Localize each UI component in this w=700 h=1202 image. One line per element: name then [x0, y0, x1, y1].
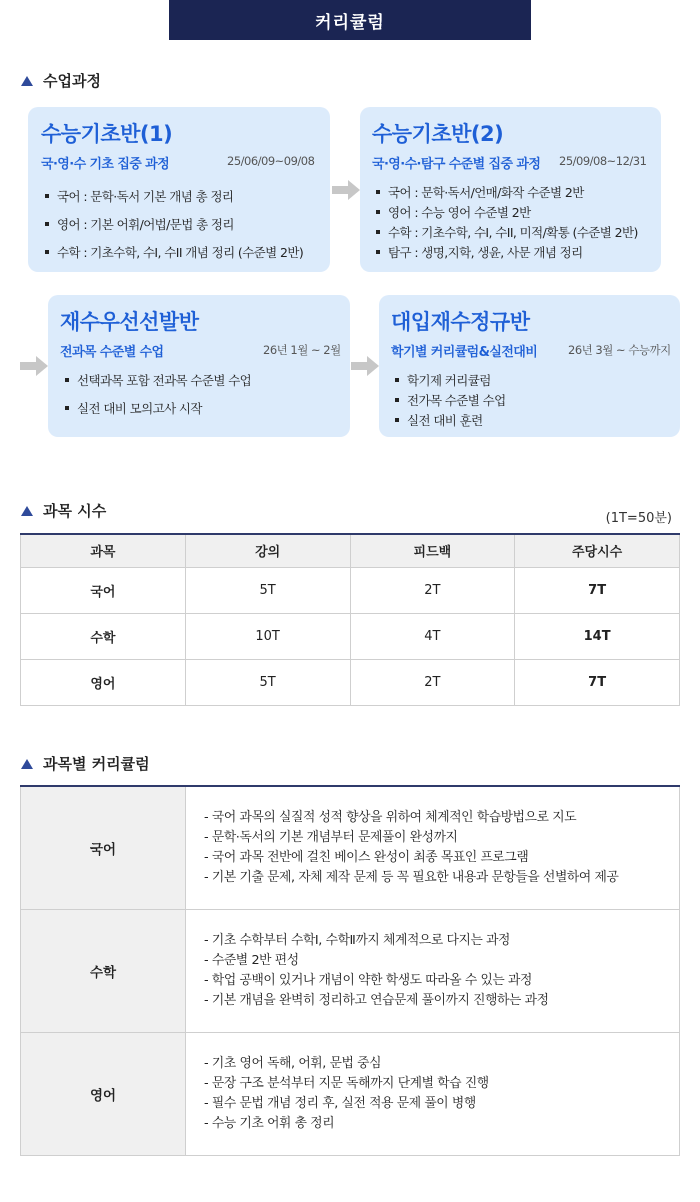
unit-note: (1T=50분) — [605, 511, 672, 526]
description-line: - 학업 공백이 있거나 개념이 약한 학생도 따라올 수 있는 과정 — [204, 972, 532, 988]
list-item: 선택과목 포함 전과목 수준별 수업 — [65, 366, 251, 394]
description-line: - 국어 과목 전반에 걸친 베이스 완성이 최종 목표인 프로그램 — [204, 849, 529, 865]
triangle-up-icon — [21, 759, 33, 769]
description-line: - 문학·독서의 기본 개념부터 문제풀이 완성까지 — [204, 829, 458, 845]
table-row — [21, 613, 680, 659]
section-curriculum-title: 과목별 커리큘럼 — [21, 753, 150, 774]
triangle-up-icon — [21, 76, 33, 86]
cell-subject: 국어 — [21, 567, 186, 613]
table-row — [21, 909, 680, 1032]
table-header-row — [21, 534, 680, 567]
course-card-priority — [48, 295, 350, 437]
cell-lecture: 5T — [185, 659, 350, 705]
card-title: 수능기초반(1) — [41, 122, 173, 146]
cell-weekly: 7T — [515, 567, 680, 613]
card-item-list — [376, 182, 638, 262]
cell-weekly: 14T — [515, 613, 680, 659]
cell-subject: 수학 — [21, 909, 186, 1032]
cell-feedback: 2T — [350, 659, 515, 705]
course-card-basic-2 — [360, 107, 661, 272]
section-hours-title: 과목 시수 — [21, 500, 106, 521]
cell-description — [186, 909, 680, 1032]
card-subtitle: 학기별 커리큘럼&실전대비 — [391, 345, 538, 360]
card-date: 26년 1월 ~ 2월 — [263, 343, 341, 357]
arrow-right-icon — [351, 356, 379, 376]
card-title: 대입재수정규반 — [391, 310, 530, 334]
cell-weekly: 7T — [515, 659, 680, 705]
list-item: 국어 : 문학·독서 기본 개념 총 정리 — [45, 182, 303, 210]
cell-subject: 영어 — [21, 1032, 186, 1155]
list-item: 탐구 : 생명,지학, 생윤, 사문 개념 정리 — [376, 242, 638, 262]
card-title: 재수우선선발반 — [60, 310, 199, 334]
description-line: - 수능 기초 어휘 총 정리 — [204, 1115, 335, 1131]
list-item: 국어 : 문학·독서/언매/화작 수준별 2반 — [376, 182, 638, 202]
arrow-right-icon — [332, 180, 360, 200]
cell-description — [186, 786, 680, 909]
course-card-basic-1 — [28, 107, 330, 272]
card-subtitle: 국·영·수 기초 집중 과정 — [41, 157, 170, 172]
cell-description — [186, 1032, 680, 1155]
cell-lecture: 5T — [185, 567, 350, 613]
description-line: - 기본 개념을 완벽히 정리하고 연습문제 풀이까지 진행하는 과정 — [204, 992, 549, 1008]
card-item-list — [45, 182, 303, 266]
cell-feedback: 2T — [350, 567, 515, 613]
section-courses-title: 수업과정 — [21, 70, 101, 91]
description-line: - 기본 기출 문제, 자체 제작 문제 등 꼭 필요한 내용과 문항들을 선별하여 제공 — [204, 869, 619, 885]
cell-subject: 수학 — [21, 613, 186, 659]
course-card-regular — [379, 295, 680, 437]
table-row — [21, 786, 680, 909]
page-header — [169, 0, 531, 40]
header-feedback: 피드백 — [350, 534, 515, 567]
card-date: 25/06/09~09/08 — [227, 154, 315, 168]
table-row — [21, 567, 680, 613]
card-item-list — [395, 370, 506, 430]
card-title: 수능기초반(2) — [372, 122, 504, 146]
description-line: - 기초 수학부터 수학Ⅰ, 수학Ⅱ까지 체계적으로 다지는 과정 — [204, 932, 510, 948]
list-item: 실전 대비 모의고사 시작 — [65, 394, 251, 422]
arrow-right-icon — [20, 356, 48, 376]
header-lecture: 강의 — [185, 534, 350, 567]
header-weekly: 주당시수 — [515, 534, 680, 567]
table-row — [21, 659, 680, 705]
triangle-up-icon — [21, 506, 33, 516]
description-line: - 필수 문법 개념 정리 후, 실전 적용 문제 풀이 병행 — [204, 1095, 476, 1111]
card-date: 25/09/08~12/31 — [559, 154, 647, 168]
header-subject: 과목 — [21, 534, 186, 567]
list-item: 영어 : 수능 영어 수준별 2반 — [376, 202, 638, 222]
card-date: 26년 3월 ~ 수능까지 — [568, 343, 671, 357]
cell-subject: 영어 — [21, 659, 186, 705]
card-subtitle: 국·영·수·탐구 수준별 집중 과정 — [372, 157, 541, 172]
list-item: 전가목 수준별 수업 — [395, 390, 506, 410]
description-line: - 문장 구조 분석부터 지문 독해까지 단계별 학습 진행 — [204, 1075, 489, 1091]
page-title: 커리큘럼 — [315, 12, 385, 33]
card-item-list — [65, 366, 251, 422]
list-item: 실전 대비 훈련 — [395, 410, 506, 430]
hours-table — [20, 533, 680, 706]
cell-lecture: 10T — [185, 613, 350, 659]
list-item: 영어 : 기본 어휘/어법/문법 총 정리 — [45, 210, 303, 238]
curriculum-table — [20, 785, 680, 1156]
description-line: - 수준별 2반 편성 — [204, 952, 299, 968]
cell-subject: 국어 — [21, 786, 186, 909]
list-item: 학기제 커리큘럼 — [395, 370, 506, 390]
list-item: 수학 : 기초수학, 수I, 수II, 미적/확통 (수준별 2반) — [376, 222, 638, 242]
card-subtitle: 전과목 수준별 수업 — [60, 345, 164, 360]
description-line: - 기초 영어 독해, 어휘, 문법 중심 — [204, 1055, 382, 1071]
description-line: - 국어 과목의 실질적 성적 향상을 위하여 체계적인 학습방법으로 지도 — [204, 809, 577, 825]
cell-feedback: 4T — [350, 613, 515, 659]
table-row — [21, 1032, 680, 1155]
list-item: 수학 : 기초수학, 수I, 수II 개념 정리 (수준별 2반) — [45, 238, 303, 266]
